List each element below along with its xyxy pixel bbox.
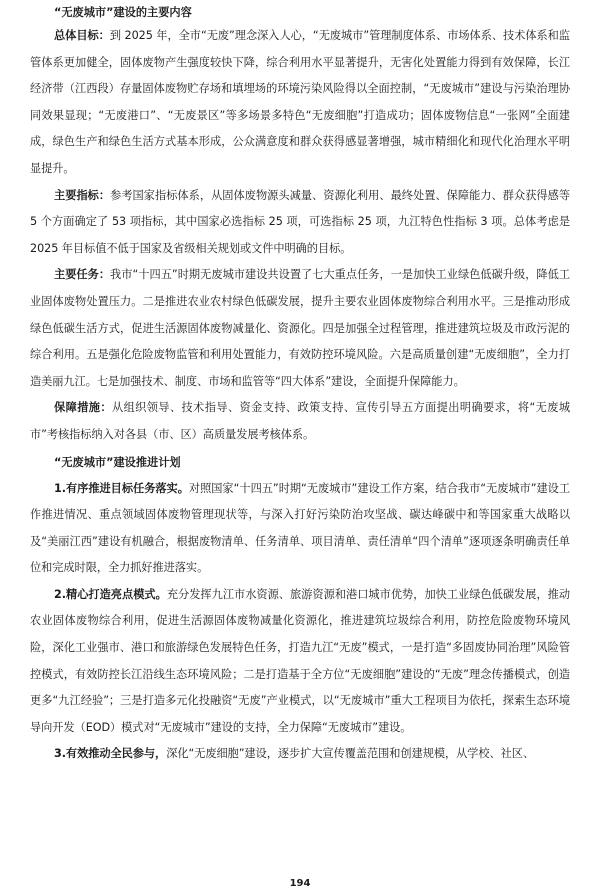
paragraph-lead: 主要任务： — [54, 268, 111, 282]
paragraph-plan-item-3 — [30, 741, 570, 768]
paragraph-safeguards — [30, 395, 570, 448]
section-promotion-plan — [30, 476, 570, 769]
paragraph-lead: 3.有效推动全民参与， — [54, 747, 167, 761]
document-page — [0, 2, 600, 892]
paragraph-text: 我市“十四五”时期无废城市建设共设置了七大重点任务，一是加快工业绿色低碳升级，降低工业固体废物处置压力。二是推进农业农村绿色低碳发展，提升主要农业固体废物综合利用水平。三是推动形成绿色低碳生活方式，促进生活源固体废物减量化、资源化。四是加强全过程管理，推进建筑垃圾及市政污泥的综合利用。五是强化危险废物监管和利用处置能力，有效防控环境风险。六是高质量创建“无废细胞”，全力打造美丽九江。七是加强技术、制度、市场和监管等“四大体系”建设，全面提升保障能力。 — [30, 268, 570, 388]
paragraph-plan-item-2 — [30, 582, 570, 742]
paragraph-main-tasks — [30, 262, 570, 395]
paragraph-plan-item-1 — [30, 476, 570, 582]
paragraph-text: 到 2025 年，全市“无废”理念深入人心，“无废城市”管理制度体系、市场体系、技术体系和监管体系更加健全，固体废物产生强度较快下降，综合利用水平显著提升，无害化处置能力得到有效保障，长江经济带（江西段）存量固体废物贮存场和填埋场的环境污染风险得以全面控制，“无废城市”建设与污染治理协同效果显现；“无废港口”、“无废景区”等多场景多特色“无废细胞”打造成功；固体废物信息“一张网”全面建成，绿色生产和绿色生活方式基本形成，公众满意度和群众获得感显著增强，城市精细化和现代化治理水平明显提升。 — [30, 29, 570, 175]
paragraph-text: 深化“无废细胞”建设，逐步扩大宣传覆盖范围和创建规模，从学校、社区、 — [166, 747, 535, 761]
paragraph-lead: 总体目标： — [54, 29, 110, 42]
section-heading-main-content: “无废城市”建设的主要内容 — [54, 6, 192, 19]
paragraph-text: 对照国家“十四五”时期“无废城市”建设工作方案，结合我市“无废城市”建设工作推进情况、重点领域固体废物管理现状等，与深入打好污染防治攻坚战、碳达峰碳中和等国家重大战略以及“美丽江西”建设有机融合，根据废物清单、任务清单、项目清单、责任清单“四个清单”逐项逐条明确责任单位和完成时限，全力抓好推进落实。 — [30, 481, 570, 575]
paragraph-lead: 1.有序推进目标任务落实。 — [54, 481, 189, 495]
paragraph-overall-goal — [30, 23, 570, 183]
page-number: 194 — [289, 878, 311, 889]
paragraph-lead: 2.精心打造亮点模式。 — [54, 587, 167, 601]
section-main-content — [30, 23, 570, 449]
paragraph-text: 从组织领导、技术指导、资金支持、政策支持、宣传引导五方面提出明确要求，将“无废城市”考核指标纳入对各县（市、区）高质量发展考核体系。 — [30, 401, 570, 441]
section-heading-promotion-plan: “无废城市”建设推进计划 — [54, 455, 181, 469]
paragraph-lead: 主要指标： — [54, 188, 111, 202]
paragraph-main-indicators — [30, 183, 570, 263]
paragraph-text: 参考国家指标体系，从固体废物源头减量、资源化利用、最终处置、保障能力、群众获得感等 5 个方面确定了 53 项指标，其中国家必选指标 25 项，可选指标 25 项，九江特色性指标 3 项。总体考虑是 2025 年目标值不低于国家及省级相关规划或文件中明确的目标。 — [30, 188, 570, 255]
paragraph-lead: 保障措施： — [54, 401, 112, 415]
paragraph-text: 充分发挥九江市水资源、旅游资源和港口城市优势，加快工业绿色低碳发展，推动农业固体废物综合利用，促进生活源固体废物减量化资源化，推进建筑垃圾综合利用，防控危险废物环境风险，深化工业强市、港口和旅游绿色发展特色任务，打造九江“无废”模式，一是打造“多固废协同治理”风险管控模式，有效防控长江沿线生态环境风险；二是打造基于全方位“无废细胞”建设的“无废”理念传播模式，创造更多“九江经验”；三是打造多元化投融资“无废”产业模式，以“无废城市”重大工程项目为依托，探索生态环境导向开发（EOD）模式对“无废城市”建设的支持，全力保障“无废城市”建设。 — [30, 587, 570, 734]
